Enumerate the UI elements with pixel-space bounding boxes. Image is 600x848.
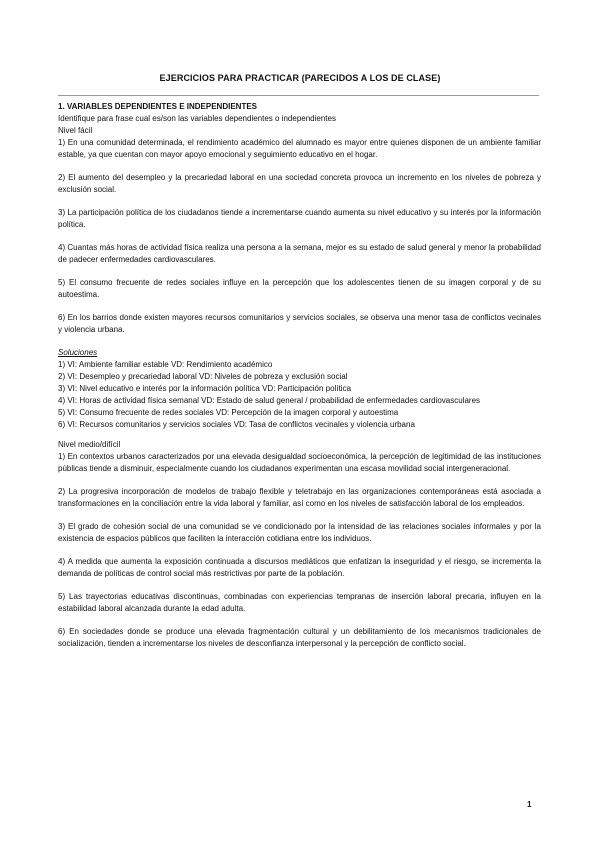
solution-6: 6) VI: Recursos comunitarios y servicios sociales VD: Tasa de conflictos vecinales y violencia urbana	[58, 420, 415, 429]
document-body	[58, 101, 541, 650]
medium-exercise-2: 2) La progresiva incorporación de modelos de trabajo flexible y teletrabajo en las organizaciones contemporáneas está asociada a transformaciones en la conciliación entre la vida laboral y familiar, así como en los niveles de satisfacción laboral de los empleados.	[58, 487, 541, 508]
medium-exercise-1: 1) En contextos urbanos caracterizados por una elevada desigualdad socioeconómica, la percepción de legitimidad de las instituciones públicas tiende a disminuir, especialmente cuando los ciudadanos experimentan una escasa movilidad social intergeneracional.	[58, 452, 541, 473]
level-easy-heading: Nivel fácil	[58, 126, 93, 135]
medium-exercise-6: 6) En sociedades donde se produce una elevada fragmentación cultural y un debilitamiento de los mecanismos tradicionales de socialización, tienden a incrementarse los niveles de desconfianza interpersonal y la percepción de conflicto social.	[58, 627, 541, 648]
medium-exercise-4: 4) A medida que aumenta la exposición continuada a discursos mediáticos que enfatizan la inseguridad y el riesgo, se incrementa la demanda de políticas de control social más restrictivas por parte de la población.	[58, 557, 541, 578]
easy-exercise-4: 4) Cuantas más horas de actividad física realiza una persona a la semana, mejor es su estado de salud general y menor la probabilidad de padecer enfermedades cardiovasculares.	[58, 243, 541, 264]
page-number: 1	[527, 800, 532, 809]
easy-exercise-1: 1) En una comunidad determinada, el rendimiento académico del alumnado es mayor entre quienes disponen de un ambiente familiar estable, ya que cuentan con mayor apoyo emocional y seguimiento educativo en el hogar.	[58, 138, 541, 159]
easy-exercise-2: 2) El aumento del desempleo y la precariedad laboral en una sociedad concreta provoca un incremento en los niveles de pobreza y exclusión social.	[58, 173, 541, 194]
title-divider	[58, 95, 539, 96]
easy-exercise-6: 6) En los barrios donde existen mayores recursos comunitarios y servicios sociales, se observa una menor tasa de conflictos vecinales y violencia urbana.	[58, 313, 541, 334]
solution-5: 5) VI: Consumo frecuente de redes sociales VD: Percepción de la imagen corporal y autoestima	[58, 408, 399, 417]
level-medium-heading: Nivel medio/difícil	[58, 440, 121, 449]
easy-exercise-3: 3) La participación política de los ciudadanos tiende a incrementarse cuando aumenta su nivel educativo y su interés por la información política.	[58, 208, 541, 229]
medium-exercise-5: 5) Las trayectorias educativas discontinuas, combinadas con experiencias tempranas de inserción laboral precaria, influyen en la estabilidad laboral alcanzada durante la edad adulta.	[58, 592, 541, 613]
section-heading: 1. VARIABLES DEPENDIENTES E INDEPENDIENTES	[58, 102, 257, 111]
solution-3: 3) VI: Nivel educativo e interés por la información política VD: Participación política	[58, 384, 352, 393]
document-title: EJERCICIOS PARA PRACTICAR (PARECIDOS A LOS DE CLASE)	[159, 73, 441, 83]
solution-2: 2) VI: Desempleo y precariedad laboral VD: Niveles de pobreza y exclusión social	[58, 372, 348, 381]
solutions-heading: Soluciones	[58, 348, 98, 357]
medium-exercise-3: 3) El grado de cohesión social de una comunidad se ve condicionado por la intensidad de las relaciones sociales informales y por la existencia de espacios públicos que faciliten la interacción cotidiana entre los individuos.	[58, 522, 541, 543]
section-instruction: Identifique para frase cual es/son las variables dependientes o independientes	[58, 114, 336, 123]
easy-exercise-5: 5) El consumo frecuente de redes sociales influye en la percepción que los adolescentes tienen de su imagen corporal y de su autoestima.	[58, 278, 541, 299]
solution-4: 4) VI: Horas de actividad física semanal VD: Estado de salud general / probabilidad de enfermedades cardiovasculares	[58, 396, 481, 405]
solution-1: 1) VI: Ambiente familiar estable VD: Rendimiento académico	[58, 360, 273, 369]
